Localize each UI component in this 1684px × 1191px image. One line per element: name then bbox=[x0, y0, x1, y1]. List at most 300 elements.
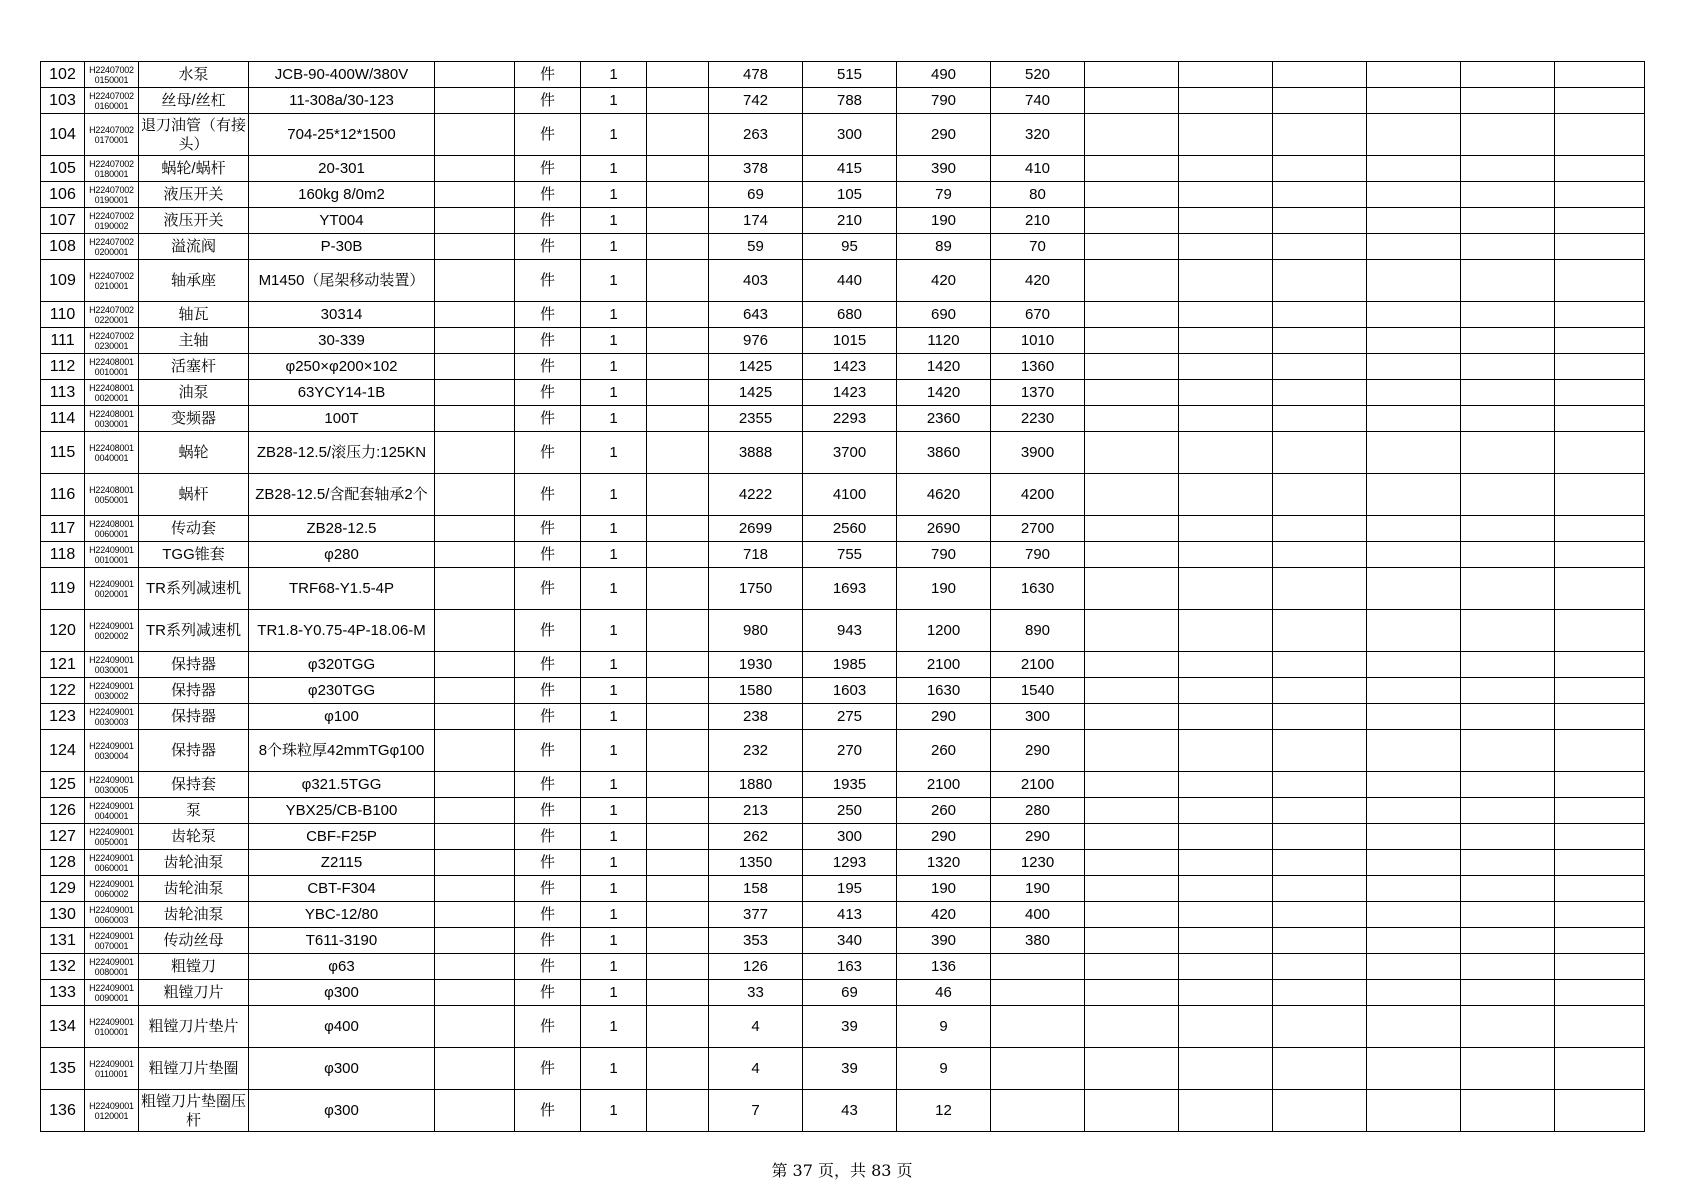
unit-cell: 件 bbox=[515, 980, 581, 1006]
blank-cell bbox=[1367, 772, 1461, 798]
blank-cell bbox=[1179, 234, 1273, 260]
item-name-cell: 传动套 bbox=[139, 516, 249, 542]
blank-cell bbox=[1085, 182, 1179, 208]
blank-cell bbox=[1461, 1048, 1555, 1090]
price-1-cell: 3888 bbox=[709, 432, 803, 474]
unit-cell: 件 bbox=[515, 208, 581, 234]
table-row bbox=[41, 824, 1645, 850]
blank-cell bbox=[1461, 62, 1555, 88]
blank-cell bbox=[1367, 260, 1461, 302]
price-1-cell: 126 bbox=[709, 954, 803, 980]
quantity-cell: 1 bbox=[581, 1090, 647, 1132]
price-3-cell: 290 bbox=[897, 704, 991, 730]
price-1-cell: 174 bbox=[709, 208, 803, 234]
price-2-cell: 1423 bbox=[803, 354, 897, 380]
blank-cell bbox=[1273, 652, 1367, 678]
row-number-cell: 130 bbox=[41, 902, 85, 928]
price-3-cell: 2100 bbox=[897, 652, 991, 678]
item-spec-cell: 20-301 bbox=[249, 156, 435, 182]
price-1-cell: 1425 bbox=[709, 354, 803, 380]
blank-cell bbox=[1179, 1090, 1273, 1132]
blank-cell bbox=[1367, 850, 1461, 876]
price-1-cell: 69 bbox=[709, 182, 803, 208]
blank-cell bbox=[1085, 1048, 1179, 1090]
price-2-cell: 1015 bbox=[803, 328, 897, 354]
blank-cell bbox=[435, 234, 515, 260]
price-3-cell: 3860 bbox=[897, 432, 991, 474]
quantity-cell: 1 bbox=[581, 328, 647, 354]
item-spec-cell: 30314 bbox=[249, 302, 435, 328]
blank-cell bbox=[435, 406, 515, 432]
price-3-cell: 89 bbox=[897, 234, 991, 260]
blank-cell bbox=[1555, 954, 1645, 980]
price-3-cell: 260 bbox=[897, 730, 991, 772]
blank-cell bbox=[647, 432, 709, 474]
blank-cell bbox=[647, 182, 709, 208]
price-4-cell: 1630 bbox=[991, 568, 1085, 610]
blank-cell bbox=[1085, 62, 1179, 88]
blank-cell bbox=[647, 876, 709, 902]
blank-cell bbox=[1555, 850, 1645, 876]
blank-cell bbox=[435, 652, 515, 678]
table-row bbox=[41, 542, 1645, 568]
blank-cell bbox=[1461, 114, 1555, 156]
price-4-cell: 890 bbox=[991, 610, 1085, 652]
blank-cell bbox=[1085, 954, 1179, 980]
row-number-cell: 124 bbox=[41, 730, 85, 772]
row-number-cell: 116 bbox=[41, 474, 85, 516]
table-row bbox=[41, 380, 1645, 406]
item-code-cell: H22407002 0220001 bbox=[85, 302, 139, 328]
table-row bbox=[41, 432, 1645, 474]
price-4-cell: 400 bbox=[991, 902, 1085, 928]
blank-cell bbox=[1273, 406, 1367, 432]
price-3-cell: 136 bbox=[897, 954, 991, 980]
price-1-cell: 1930 bbox=[709, 652, 803, 678]
blank-cell bbox=[1367, 328, 1461, 354]
blank-cell bbox=[435, 182, 515, 208]
blank-cell bbox=[1367, 474, 1461, 516]
price-2-cell: 1935 bbox=[803, 772, 897, 798]
price-4-cell bbox=[991, 980, 1085, 1006]
blank-cell bbox=[435, 1048, 515, 1090]
blank-cell bbox=[1273, 730, 1367, 772]
blank-cell bbox=[1179, 980, 1273, 1006]
blank-cell bbox=[1085, 850, 1179, 876]
blank-cell bbox=[435, 678, 515, 704]
blank-cell bbox=[1273, 568, 1367, 610]
price-3-cell: 4620 bbox=[897, 474, 991, 516]
blank-cell bbox=[1367, 406, 1461, 432]
table-row bbox=[41, 928, 1645, 954]
blank-cell bbox=[1179, 678, 1273, 704]
blank-cell bbox=[1461, 302, 1555, 328]
row-number-cell: 107 bbox=[41, 208, 85, 234]
price-3-cell: 420 bbox=[897, 260, 991, 302]
blank-cell bbox=[1179, 798, 1273, 824]
unit-cell: 件 bbox=[515, 928, 581, 954]
item-spec-cell: φ300 bbox=[249, 1090, 435, 1132]
item-spec-cell: φ320TGG bbox=[249, 652, 435, 678]
price-4-cell: 190 bbox=[991, 876, 1085, 902]
table-row bbox=[41, 156, 1645, 182]
quantity-cell: 1 bbox=[581, 798, 647, 824]
blank-cell bbox=[1273, 114, 1367, 156]
quantity-cell: 1 bbox=[581, 114, 647, 156]
price-2-cell: 1985 bbox=[803, 652, 897, 678]
table-row bbox=[41, 474, 1645, 516]
item-name-cell: 保持器 bbox=[139, 730, 249, 772]
blank-cell bbox=[1461, 516, 1555, 542]
blank-cell bbox=[1367, 516, 1461, 542]
price-4-cell: 2700 bbox=[991, 516, 1085, 542]
price-1-cell: 4 bbox=[709, 1048, 803, 1090]
price-1-cell: 643 bbox=[709, 302, 803, 328]
unit-cell: 件 bbox=[515, 542, 581, 568]
blank-cell bbox=[1085, 772, 1179, 798]
blank-cell bbox=[1273, 850, 1367, 876]
price-3-cell: 790 bbox=[897, 88, 991, 114]
blank-cell bbox=[1367, 354, 1461, 380]
blank-cell bbox=[1273, 704, 1367, 730]
item-code-cell: H22409001 0090001 bbox=[85, 980, 139, 1006]
table-row bbox=[41, 1006, 1645, 1048]
blank-cell bbox=[647, 88, 709, 114]
price-3-cell: 190 bbox=[897, 568, 991, 610]
blank-cell bbox=[435, 260, 515, 302]
item-spec-cell: CBT-F304 bbox=[249, 876, 435, 902]
item-spec-cell: φ63 bbox=[249, 954, 435, 980]
blank-cell bbox=[1179, 568, 1273, 610]
blank-cell bbox=[435, 730, 515, 772]
blank-cell bbox=[1555, 114, 1645, 156]
blank-cell bbox=[1179, 730, 1273, 772]
blank-cell bbox=[1085, 678, 1179, 704]
unit-cell: 件 bbox=[515, 798, 581, 824]
price-1-cell: 478 bbox=[709, 62, 803, 88]
blank-cell bbox=[1555, 62, 1645, 88]
blank-cell bbox=[1085, 260, 1179, 302]
page-number: 第 37 页，共 83 页 bbox=[771, 1161, 913, 1180]
price-1-cell: 262 bbox=[709, 824, 803, 850]
price-2-cell: 69 bbox=[803, 980, 897, 1006]
unit-cell: 件 bbox=[515, 1048, 581, 1090]
table-row bbox=[41, 876, 1645, 902]
item-name-cell: 齿轮油泵 bbox=[139, 876, 249, 902]
price-4-cell: 2100 bbox=[991, 652, 1085, 678]
table-row bbox=[41, 234, 1645, 260]
price-4-cell: 1540 bbox=[991, 678, 1085, 704]
blank-cell bbox=[1273, 328, 1367, 354]
row-number-cell: 136 bbox=[41, 1090, 85, 1132]
table-row bbox=[41, 1048, 1645, 1090]
unit-cell: 件 bbox=[515, 88, 581, 114]
table-row bbox=[41, 406, 1645, 432]
blank-cell bbox=[1085, 876, 1179, 902]
table-row bbox=[41, 568, 1645, 610]
blank-cell bbox=[1273, 156, 1367, 182]
blank-cell bbox=[1555, 678, 1645, 704]
blank-cell bbox=[1085, 432, 1179, 474]
blank-cell bbox=[1461, 406, 1555, 432]
blank-cell bbox=[1179, 542, 1273, 568]
blank-cell bbox=[435, 62, 515, 88]
quantity-cell: 1 bbox=[581, 850, 647, 876]
unit-cell: 件 bbox=[515, 474, 581, 516]
price-2-cell: 413 bbox=[803, 902, 897, 928]
blank-cell bbox=[1179, 772, 1273, 798]
table-row bbox=[41, 850, 1645, 876]
price-2-cell: 2293 bbox=[803, 406, 897, 432]
unit-cell: 件 bbox=[515, 62, 581, 88]
price-4-cell: 1370 bbox=[991, 380, 1085, 406]
unit-cell: 件 bbox=[515, 156, 581, 182]
price-1-cell: 158 bbox=[709, 876, 803, 902]
blank-cell bbox=[435, 610, 515, 652]
blank-cell bbox=[1179, 928, 1273, 954]
blank-cell bbox=[1179, 406, 1273, 432]
blank-cell bbox=[435, 1090, 515, 1132]
price-4-cell bbox=[991, 1090, 1085, 1132]
table-row bbox=[41, 610, 1645, 652]
item-spec-cell: YBX25/CB-B100 bbox=[249, 798, 435, 824]
blank-cell bbox=[1273, 798, 1367, 824]
price-4-cell: 300 bbox=[991, 704, 1085, 730]
price-1-cell: 980 bbox=[709, 610, 803, 652]
price-3-cell: 190 bbox=[897, 876, 991, 902]
unit-cell: 件 bbox=[515, 182, 581, 208]
blank-cell bbox=[1555, 704, 1645, 730]
row-number-cell: 111 bbox=[41, 328, 85, 354]
price-2-cell: 515 bbox=[803, 62, 897, 88]
unit-cell: 件 bbox=[515, 328, 581, 354]
price-3-cell: 790 bbox=[897, 542, 991, 568]
blank-cell bbox=[1461, 568, 1555, 610]
blank-cell bbox=[1085, 824, 1179, 850]
blank-cell bbox=[1461, 772, 1555, 798]
blank-cell bbox=[1179, 62, 1273, 88]
blank-cell bbox=[1085, 406, 1179, 432]
price-1-cell: 4222 bbox=[709, 474, 803, 516]
price-4-cell: 1230 bbox=[991, 850, 1085, 876]
blank-cell bbox=[647, 678, 709, 704]
price-2-cell: 300 bbox=[803, 824, 897, 850]
unit-cell: 件 bbox=[515, 902, 581, 928]
blank-cell bbox=[1085, 328, 1179, 354]
blank-cell bbox=[1367, 824, 1461, 850]
unit-cell: 件 bbox=[515, 302, 581, 328]
price-1-cell: 1580 bbox=[709, 678, 803, 704]
quantity-cell: 1 bbox=[581, 474, 647, 516]
price-2-cell: 270 bbox=[803, 730, 897, 772]
unit-cell: 件 bbox=[515, 234, 581, 260]
blank-cell bbox=[647, 980, 709, 1006]
row-number-cell: 132 bbox=[41, 954, 85, 980]
blank-cell bbox=[1461, 730, 1555, 772]
price-2-cell: 340 bbox=[803, 928, 897, 954]
price-3-cell: 260 bbox=[897, 798, 991, 824]
item-spec-cell: φ280 bbox=[249, 542, 435, 568]
quantity-cell: 1 bbox=[581, 182, 647, 208]
blank-cell bbox=[1273, 928, 1367, 954]
quantity-cell: 1 bbox=[581, 902, 647, 928]
blank-cell bbox=[1461, 902, 1555, 928]
unit-cell: 件 bbox=[515, 260, 581, 302]
blank-cell bbox=[1273, 678, 1367, 704]
blank-cell bbox=[1179, 1006, 1273, 1048]
item-code-cell: H22409001 0110001 bbox=[85, 1048, 139, 1090]
blank-cell bbox=[1367, 156, 1461, 182]
price-4-cell: 3900 bbox=[991, 432, 1085, 474]
item-spec-cell: 160kg 8/0m2 bbox=[249, 182, 435, 208]
table-body bbox=[41, 62, 1645, 1132]
unit-cell: 件 bbox=[515, 850, 581, 876]
price-4-cell: 670 bbox=[991, 302, 1085, 328]
unit-cell: 件 bbox=[515, 568, 581, 610]
blank-cell bbox=[1179, 156, 1273, 182]
item-code-cell: H22407002 0180001 bbox=[85, 156, 139, 182]
blank-cell bbox=[647, 406, 709, 432]
price-3-cell: 690 bbox=[897, 302, 991, 328]
blank-cell bbox=[647, 704, 709, 730]
blank-cell bbox=[1179, 114, 1273, 156]
blank-cell bbox=[1461, 954, 1555, 980]
price-4-cell: 320 bbox=[991, 114, 1085, 156]
price-3-cell: 190 bbox=[897, 208, 991, 234]
price-2-cell: 250 bbox=[803, 798, 897, 824]
table-row bbox=[41, 772, 1645, 798]
item-code-cell: H22409001 0100001 bbox=[85, 1006, 139, 1048]
blank-cell bbox=[1461, 208, 1555, 234]
item-spec-cell: φ250×φ200×102 bbox=[249, 354, 435, 380]
item-name-cell: 主轴 bbox=[139, 328, 249, 354]
blank-cell bbox=[1461, 652, 1555, 678]
item-spec-cell: YBC-12/80 bbox=[249, 902, 435, 928]
blank-cell bbox=[1273, 208, 1367, 234]
blank-cell bbox=[435, 114, 515, 156]
blank-cell bbox=[1367, 208, 1461, 234]
item-spec-cell: YT004 bbox=[249, 208, 435, 234]
blank-cell bbox=[647, 156, 709, 182]
blank-cell bbox=[1085, 1090, 1179, 1132]
blank-cell bbox=[647, 474, 709, 516]
item-spec-cell: ZB28-12.5/滚压力:125KN bbox=[249, 432, 435, 474]
blank-cell bbox=[1461, 928, 1555, 954]
table-row bbox=[41, 114, 1645, 156]
quantity-cell: 1 bbox=[581, 568, 647, 610]
blank-cell bbox=[1179, 704, 1273, 730]
blank-cell bbox=[1085, 610, 1179, 652]
blank-cell bbox=[1179, 380, 1273, 406]
item-code-cell: H22409001 0020002 bbox=[85, 610, 139, 652]
price-4-cell: 520 bbox=[991, 62, 1085, 88]
item-code-cell: H22409001 0080001 bbox=[85, 954, 139, 980]
price-1-cell: 718 bbox=[709, 542, 803, 568]
table-row bbox=[41, 1090, 1645, 1132]
row-number-cell: 129 bbox=[41, 876, 85, 902]
blank-cell bbox=[1179, 474, 1273, 516]
price-1-cell: 213 bbox=[709, 798, 803, 824]
price-1-cell: 1350 bbox=[709, 850, 803, 876]
price-2-cell: 1603 bbox=[803, 678, 897, 704]
blank-cell bbox=[1555, 798, 1645, 824]
blank-cell bbox=[435, 704, 515, 730]
price-2-cell: 415 bbox=[803, 156, 897, 182]
item-code-cell: H22407002 0210001 bbox=[85, 260, 139, 302]
blank-cell bbox=[1085, 652, 1179, 678]
blank-cell bbox=[647, 568, 709, 610]
blank-cell bbox=[1555, 88, 1645, 114]
blank-cell bbox=[1555, 182, 1645, 208]
item-code-cell: H22407002 0150001 bbox=[85, 62, 139, 88]
item-spec-cell: 100T bbox=[249, 406, 435, 432]
price-2-cell: 163 bbox=[803, 954, 897, 980]
blank-cell bbox=[1085, 928, 1179, 954]
blank-cell bbox=[1555, 730, 1645, 772]
price-4-cell: 290 bbox=[991, 824, 1085, 850]
item-name-cell: 粗镗刀 bbox=[139, 954, 249, 980]
blank-cell bbox=[1367, 568, 1461, 610]
quantity-cell: 1 bbox=[581, 730, 647, 772]
item-name-cell: 粗镗刀片垫圈压杆 bbox=[139, 1090, 249, 1132]
blank-cell bbox=[1085, 980, 1179, 1006]
quantity-cell: 1 bbox=[581, 234, 647, 260]
price-4-cell: 2230 bbox=[991, 406, 1085, 432]
blank-cell bbox=[1273, 772, 1367, 798]
item-name-cell: 蜗轮 bbox=[139, 432, 249, 474]
table-row bbox=[41, 516, 1645, 542]
item-name-cell: 保持套 bbox=[139, 772, 249, 798]
item-name-cell: 粗镗刀片垫圈 bbox=[139, 1048, 249, 1090]
blank-cell bbox=[1555, 432, 1645, 474]
blank-cell bbox=[1085, 234, 1179, 260]
blank-cell bbox=[1085, 302, 1179, 328]
blank-cell bbox=[1273, 62, 1367, 88]
blank-cell bbox=[435, 954, 515, 980]
blank-cell bbox=[1555, 824, 1645, 850]
unit-cell: 件 bbox=[515, 652, 581, 678]
item-code-cell: H22407002 0190002 bbox=[85, 208, 139, 234]
unit-cell: 件 bbox=[515, 380, 581, 406]
table-row bbox=[41, 182, 1645, 208]
price-table bbox=[40, 61, 1645, 1132]
quantity-cell: 1 bbox=[581, 954, 647, 980]
blank-cell bbox=[647, 380, 709, 406]
price-4-cell: 420 bbox=[991, 260, 1085, 302]
price-1-cell: 2699 bbox=[709, 516, 803, 542]
item-name-cell: 液压开关 bbox=[139, 182, 249, 208]
blank-cell bbox=[1555, 260, 1645, 302]
price-4-cell: 70 bbox=[991, 234, 1085, 260]
blank-cell bbox=[1367, 1090, 1461, 1132]
item-name-cell: 活塞杆 bbox=[139, 354, 249, 380]
blank-cell bbox=[1179, 652, 1273, 678]
blank-cell bbox=[647, 730, 709, 772]
row-number-cell: 103 bbox=[41, 88, 85, 114]
quantity-cell: 1 bbox=[581, 652, 647, 678]
quantity-cell: 1 bbox=[581, 824, 647, 850]
item-code-cell: H22409001 0070001 bbox=[85, 928, 139, 954]
price-3-cell: 420 bbox=[897, 902, 991, 928]
row-number-cell: 102 bbox=[41, 62, 85, 88]
blank-cell bbox=[1273, 234, 1367, 260]
quantity-cell: 1 bbox=[581, 354, 647, 380]
row-number-cell: 114 bbox=[41, 406, 85, 432]
table-row bbox=[41, 954, 1645, 980]
blank-cell bbox=[1367, 1048, 1461, 1090]
row-number-cell: 106 bbox=[41, 182, 85, 208]
blank-cell bbox=[1179, 1048, 1273, 1090]
